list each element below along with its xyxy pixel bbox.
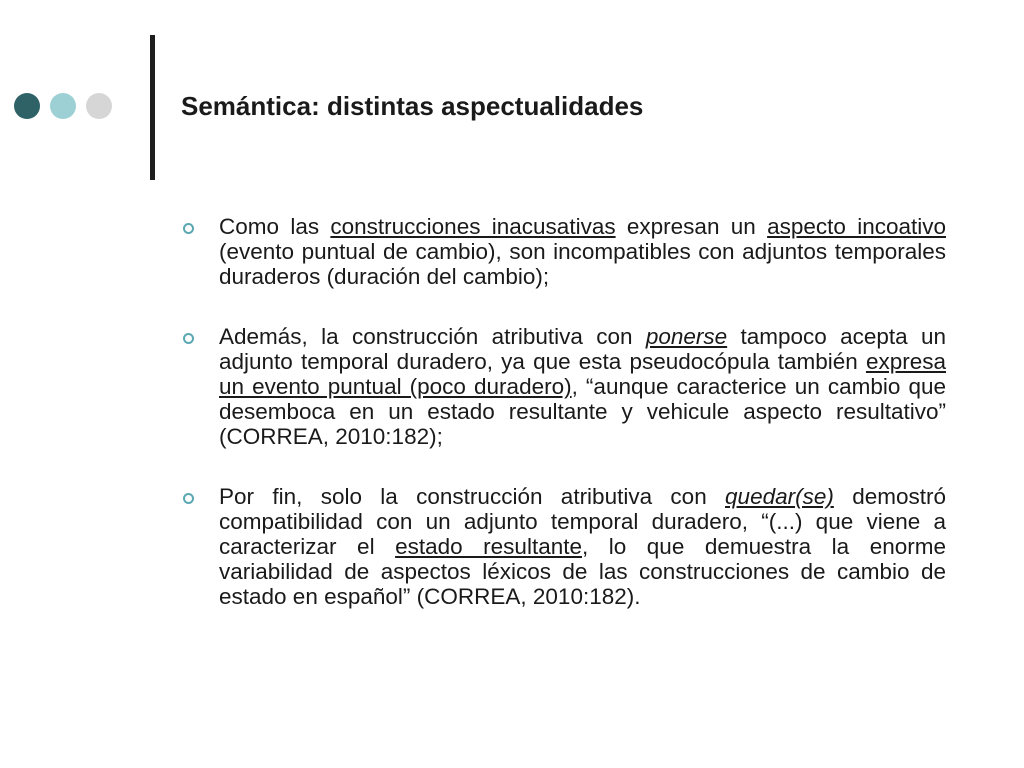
underlined-term: construcciones inacusativas — [330, 214, 616, 239]
bullet-text: Además, la construcción atributiva con — [219, 324, 646, 349]
bullet-text: (evento puntual de cambio), son incompatibles con adjuntos temporales duraderos (duración del cambio); — [219, 239, 946, 289]
dark-teal-dot — [14, 93, 40, 119]
underlined-italic-term: ponerse — [645, 324, 728, 349]
bullet-item — [181, 214, 946, 289]
bullet-list — [181, 214, 946, 644]
underlined-term: estado resultante — [395, 534, 582, 559]
decorative-dots — [14, 93, 112, 119]
gray-dot — [86, 93, 112, 119]
bullet-text: tampoco acepta un adjunto temporal duradero, ya que esta pseudocópula también — [219, 324, 946, 374]
title-divider-line — [150, 35, 155, 180]
slide-title: Semántica: distintas aspectualidades — [181, 91, 644, 121]
underlined-italic-term: quedar(se) — [725, 484, 834, 509]
bullet-text: , lo que demuestra la enorme variabilidad de aspectos léxicos de las construcciones de cambio de estado en español” (CORREA, 2010:182). — [219, 534, 946, 609]
light-teal-dot — [50, 93, 76, 119]
bullet-item — [181, 484, 946, 609]
bullet-ring-icon — [183, 333, 194, 344]
bullet-text: demostró compatibilidad con un adjunto temporal duradero, “(...) que viene a caracterizar el — [219, 484, 946, 559]
bullet-item — [181, 324, 946, 449]
bullet-text: expresan un — [615, 214, 768, 239]
underlined-term: expresa un evento puntual (poco duradero) — [219, 349, 946, 399]
bullet-ring-icon — [183, 493, 194, 504]
bullet-ring-icon — [183, 223, 194, 234]
underlined-term: aspecto incoativo — [767, 214, 947, 239]
bullet-text: Como las — [219, 214, 331, 239]
bullet-text: , “aunque caracterice un cambio que desemboca en un estado resultante y vehicule aspecto resultativo” (CORREA, 2010:182); — [219, 374, 946, 449]
bullet-text: Por fin, solo la construcción atributiva con — [219, 484, 726, 509]
